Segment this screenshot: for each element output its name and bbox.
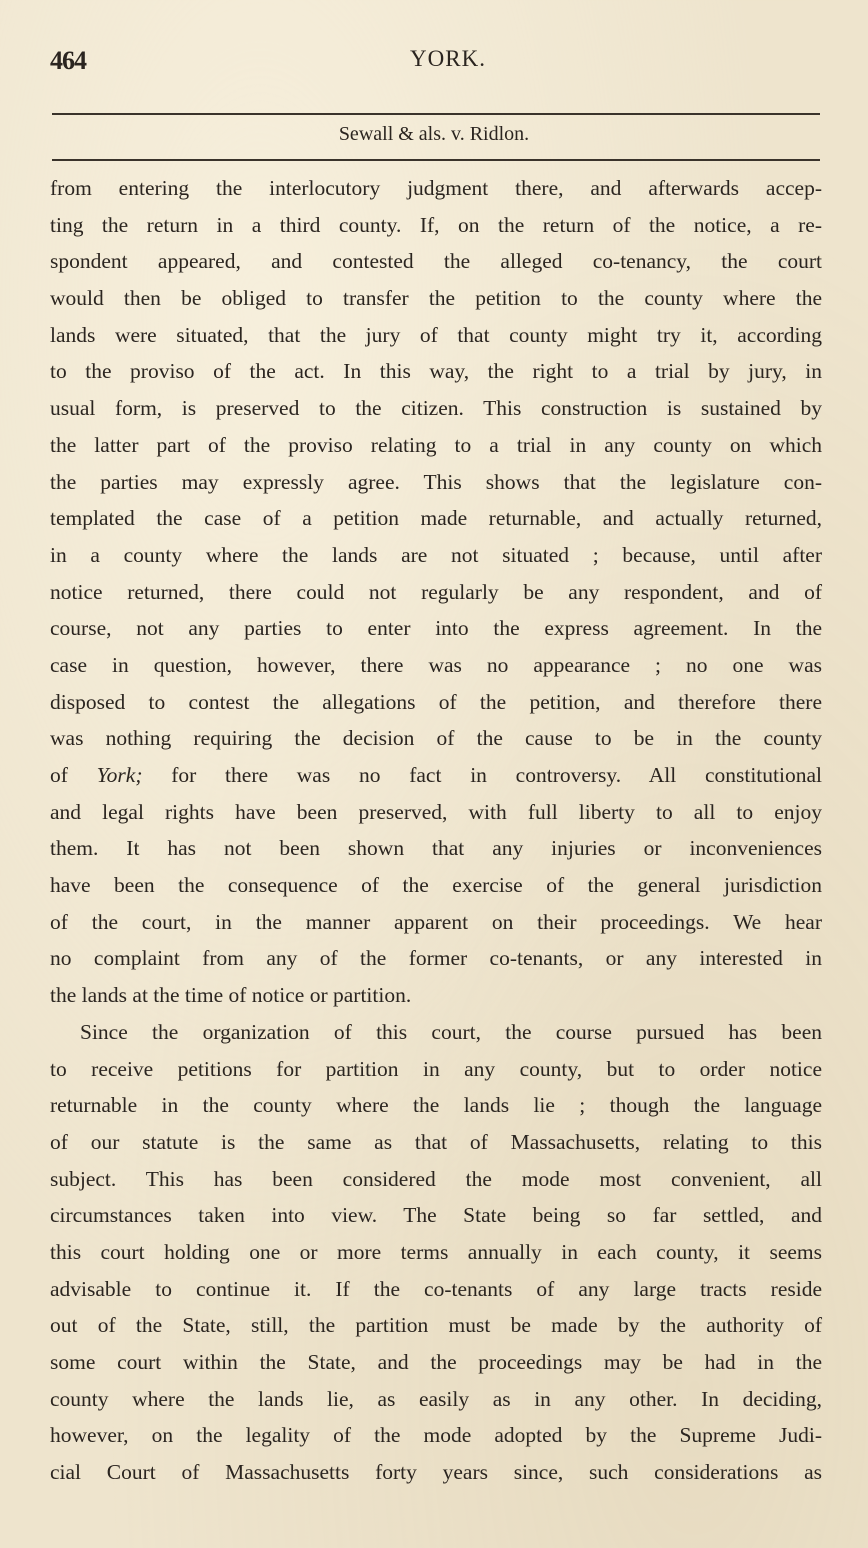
- text-line: advisable to continue it. If the co-tenants of any large tracts reside: [50, 1276, 822, 1301]
- page-number: 464: [50, 46, 86, 75]
- text-line: templated the case of a petition made returnable, and actually returned,: [50, 506, 822, 531]
- text-line: would then be obliged to transfer the petition to the county where the: [50, 286, 822, 311]
- text-line: have been the consequence of the exercise of the general jurisdiction: [50, 873, 822, 898]
- header-rule-top: [52, 113, 820, 115]
- text-line: ting the return in a third county. If, on the return of the notice, a re-: [50, 212, 822, 237]
- text-line: the latter part of the proviso relating to a trial in any county on which: [50, 432, 822, 457]
- text-line: subject. This has been considered the mode most convenient, all: [50, 1166, 822, 1191]
- case-title: Sewall & als. v. Ridlon.: [338, 123, 530, 145]
- header-rule-bottom: [52, 159, 820, 161]
- text-line: the parties may expressly agree. This shows that the legislature con-: [50, 469, 822, 494]
- text-line: circumstances taken into view. The State being so far settled, and: [50, 1203, 822, 1228]
- text-line: some court within the State, and the proceedings may be had in the: [50, 1350, 822, 1374]
- text-line: out of the State, still, the partition must be made by the authority of: [50, 1313, 822, 1338]
- text-line: lands were situated, that the jury of that county might try it, according: [50, 322, 822, 347]
- text-span: for there was no fact in controversy. All constitutional: [142, 763, 822, 787]
- text-line: from entering the interlocutory judgment there, and afterwards accep-: [50, 176, 822, 200]
- text-line: Since the organization of this court, the course pursued has been: [80, 1019, 822, 1044]
- text-line: county where the lands lie, as easily as in any other. In deciding,: [50, 1386, 822, 1411]
- text-line: the lands at the time of notice or partition.: [50, 983, 412, 1008]
- text-line: [50, 757, 822, 794]
- text-line: in a county where the lands are not situated ; because, until after: [50, 542, 822, 567]
- text-line: was nothing requiring the decision of the cause to be in the county: [50, 726, 822, 751]
- text-line: however, on the legality of the mode adopted by the Supreme Judi-: [50, 1423, 822, 1448]
- text-line: and legal rights have been preserved, with full liberty to all to enjoy: [50, 799, 822, 824]
- text-line: them. It has not been shown that any injuries or inconveniences: [50, 836, 822, 861]
- text-line: case in question, however, there was no appearance ; no one was: [50, 652, 822, 677]
- text-line: to receive petitions for partition in any county, but to order notice: [50, 1056, 822, 1081]
- text-span: of: [50, 763, 97, 787]
- text-line: of the court, in the manner apparent on their proceedings. We hear: [50, 909, 822, 934]
- text-line: returnable in the county where the lands lie ; though the language: [50, 1093, 822, 1118]
- text-line: to the proviso of the act. In this way, the right to a trial by jury, in: [50, 359, 822, 384]
- text-line: spondent appeared, and contested the alleged co-tenancy, the court: [50, 249, 822, 274]
- text-line: of our statute is the same as that of Massachusetts, relating to this: [50, 1129, 822, 1154]
- running-title: YORK.: [410, 46, 486, 71]
- text-line: notice returned, there could not regularly be any respondent, and of: [50, 579, 822, 604]
- italic-text: York;: [96, 763, 143, 787]
- text-line: course, not any parties to enter into the express agreement. In the: [50, 616, 822, 641]
- text-line: disposed to contest the allegations of the petition, and therefore there: [50, 689, 822, 714]
- body-text: [50, 170, 822, 1491]
- text-line: cial Court of Massachusetts forty years since, such considerations as: [50, 1460, 822, 1485]
- text-line: this court holding one or more terms annually in each county, it seems: [50, 1239, 822, 1264]
- text-line: usual form, is preserved to the citizen. This construction is sustained by: [50, 396, 822, 421]
- text-line: no complaint from any of the former co-tenants, or any interested in: [50, 946, 822, 971]
